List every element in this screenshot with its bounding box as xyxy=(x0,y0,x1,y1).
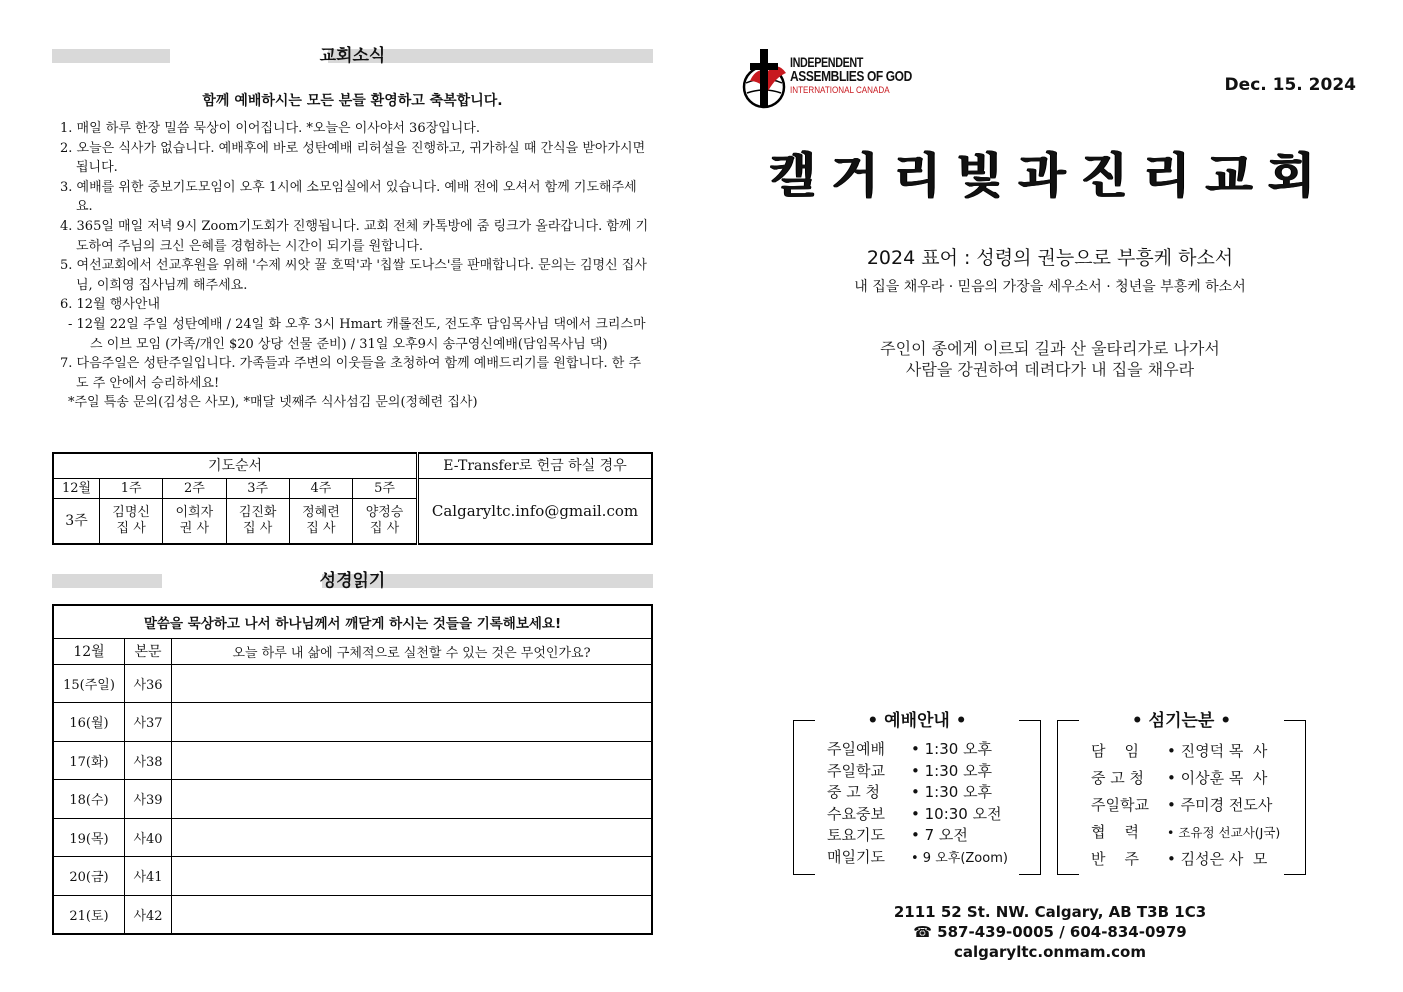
week-header: 3주 xyxy=(226,479,289,499)
news-item: 1. 매일 하루 한장 밀씀 묵상이 이어집니다. *오늘은 이사야서 36장입니다. xyxy=(60,121,480,136)
prayer-person xyxy=(100,499,163,544)
news-item: 2. 오늘은 식사가 없습니다. 예배후에 바로 성탄예배 리허설을 진행하고, 귀가하실 때 간식을 받아가시면 됩니다. xyxy=(60,140,646,176)
bulletin-date: Dec. 15. 2024 xyxy=(1224,75,1356,95)
service-time: • 7 오전 xyxy=(911,826,968,844)
servers-info-box xyxy=(1057,711,1306,875)
prayer-title: 기도순서 xyxy=(53,453,418,479)
worship-row xyxy=(827,781,992,802)
prayer-schedule-table xyxy=(52,452,653,545)
reading-row xyxy=(53,818,652,857)
reading-row xyxy=(53,664,652,703)
reading-row xyxy=(53,857,652,896)
news-item: 7. 다음주일은 성탄주일입니다. 가족들과 주변의 이웃들을 초청하여 함께 예배드리기를 원합니다. 한 주도 주 안에서 승리하세요! xyxy=(60,356,642,391)
welcome-message: 함께 예배하시는 모든 분들 환영하고 축복합니다. xyxy=(202,93,503,109)
prayer-month: 12월 xyxy=(53,479,100,499)
worship-title: • 예배안내 • xyxy=(863,711,970,731)
church-logo xyxy=(738,47,798,109)
bracket-left xyxy=(1057,720,1079,875)
server-role: 반 주 xyxy=(1091,850,1140,868)
service-name: 주일예배 xyxy=(827,740,885,758)
prayer-row-label: 3주 xyxy=(53,499,100,544)
reading-passage: 사36 xyxy=(125,664,172,703)
reading-notes-cell[interactable] xyxy=(172,780,653,819)
reading-notes-cell[interactable] xyxy=(172,895,653,934)
annual-motto: 2024 표어 : 성령의 권능으로 부흥케 하소서 xyxy=(866,247,1234,269)
reading-notes-cell[interactable] xyxy=(172,741,653,780)
reading-passage: 사42 xyxy=(125,895,172,934)
reading-section-header xyxy=(52,572,653,590)
server-row xyxy=(1091,848,1267,869)
service-name: 주일학교 xyxy=(827,761,885,780)
server-person: • 이상훈 목 사 xyxy=(1167,769,1268,787)
news-item: 4. 365일 매일 저녁 9시 Zoom기도회가 진행됩니다. 교회 전체 카톡방에 줌 링크가 올라갑니다. 함께 기도하여 주님의 크신 은혜를 경험하는 시간이 되기를 원합니다. xyxy=(60,218,649,254)
person-name: 정혜련 xyxy=(302,505,340,521)
reading-notes-cell[interactable] xyxy=(172,818,653,857)
bracket-left xyxy=(793,720,815,875)
server-person: • 김성은 사 모 xyxy=(1167,850,1268,868)
server-row xyxy=(1091,794,1272,815)
reading-title: 성경읽기 xyxy=(319,571,386,591)
server-role: 중 고 청 xyxy=(1091,769,1145,787)
verse-line: 사람을 강권하여 데려다가 내 집을 채우라 xyxy=(905,360,1195,379)
week-header: 2주 xyxy=(163,479,226,499)
person-name: 김명신 xyxy=(112,505,150,521)
prayer-person xyxy=(353,499,418,544)
person-name: 김진화 xyxy=(238,505,277,521)
news-item: 5. 여선교회에서 선교후원을 위해 '수제 씨앗 꿀 호떡'과 '칩쌀 도나스'를 판매합니다. 문의는 김명신 집사님, 이희영 집사님께 해주세요. xyxy=(60,258,647,293)
logo-line3: INTERNATIONAL CANADA xyxy=(790,85,890,96)
etransfer-email[interactable]: Calgaryltc.info@gmail.com xyxy=(418,479,653,544)
news-item: - 12월 22일 주일 성탄예배 / 24일 화 오후 3시 Hmart 캐롤전도, 전도후 담임목사님 댁에서 크리스마스 이브 모임 (가족/개인 $20 상당 선물 준비) / 31일 오후9시 송구영신예배(담임목사님 댁) xyxy=(68,316,646,352)
col-date: 12월 xyxy=(53,638,125,664)
person-name: 이희자 xyxy=(175,505,214,521)
reading-passage: 사39 xyxy=(125,780,172,819)
person-name: 양정승 xyxy=(365,505,404,521)
worship-row xyxy=(827,803,1002,824)
service-time: • 10:30 오전 xyxy=(911,804,1002,823)
reading-notes-cell[interactable] xyxy=(172,703,653,742)
service-time: • 1:30 오후 xyxy=(911,740,993,758)
news-item: *주일 특송 문의(김성은 사모), *매달 넷째주 식사섬김 문의(정혜련 집사) xyxy=(68,395,478,411)
server-person: • 진영덕 목 사 xyxy=(1167,742,1268,760)
server-role: 주일학교 xyxy=(1091,796,1149,814)
service-time: • 1:30 오후 xyxy=(911,761,993,780)
service-name: 토요기도 xyxy=(827,826,885,844)
reading-notes-cell[interactable] xyxy=(172,857,653,896)
church-phone: ☎ 587-439-0005 / 604-834-0979 xyxy=(913,923,1187,941)
person-role: 집 사 xyxy=(369,521,400,537)
person-role: 권 사 xyxy=(179,521,210,537)
logo-line2: ASSEMBLIES OF GOD xyxy=(790,68,912,85)
server-row xyxy=(1091,821,1280,842)
verse-line: 주인이 종에게 이르되 길과 산 울타리가로 나가서 xyxy=(880,339,1220,358)
service-name: 수요중보 xyxy=(827,804,885,823)
prayer-person xyxy=(289,499,352,544)
reading-date: 17(화) xyxy=(53,741,125,780)
reading-date: 18(수) xyxy=(53,780,125,819)
logo-text xyxy=(790,56,942,98)
server-role: 협 력 xyxy=(1091,823,1140,841)
logo-icon xyxy=(738,47,798,109)
prayer-person xyxy=(226,499,289,544)
reading-notes-cell[interactable] xyxy=(172,664,653,703)
bible-reading-table xyxy=(52,604,653,935)
week-header: 1주 xyxy=(100,479,163,499)
worship-row xyxy=(827,846,1008,867)
server-person: • 주미경 전도사 xyxy=(1167,796,1273,814)
server-person: • 조유정 선교사(J국) xyxy=(1167,825,1281,840)
server-role: 담 임 xyxy=(1091,742,1140,760)
person-role: 집 사 xyxy=(116,521,146,537)
reading-passage: 사37 xyxy=(125,703,172,742)
reading-date: 21(토) xyxy=(53,895,125,934)
reading-instruction: 말씀을 묵상하고 나서 하나님께서 깨닫게 하시는 것들을 기록해보세요! xyxy=(53,605,652,638)
church-website[interactable]: calgaryltc.onmam.com xyxy=(954,943,1146,961)
news-list xyxy=(60,119,650,413)
person-role: 집 사 xyxy=(306,521,336,537)
reading-date: 15(주일) xyxy=(53,664,125,703)
week-header: 4주 xyxy=(289,479,352,499)
col-apply: 오늘 하루 내 삶에 구체적으로 실천할 수 있는 것은 무엇인가요? xyxy=(172,638,653,664)
scripture-verse xyxy=(760,338,1340,380)
person-role: 집 사 xyxy=(243,521,273,537)
reading-row xyxy=(53,895,652,934)
church-name: 캘거리빛과진리교회 xyxy=(769,148,1331,204)
reading-passage: 사41 xyxy=(125,857,172,896)
motto-subtitle: 내 집을 채우라 · 믿음의 가장을 세우소서 · 청년을 부흥케 하소서 xyxy=(854,279,1246,295)
etransfer-title: E-Transfer로 헌금 하실 경우 xyxy=(418,453,653,479)
col-text: 본문 xyxy=(125,638,172,664)
reading-date: 19(목) xyxy=(53,818,125,857)
worship-row xyxy=(827,760,992,781)
reading-row xyxy=(53,741,652,780)
contact-block xyxy=(760,902,1340,962)
reading-row xyxy=(53,780,652,819)
worship-row xyxy=(827,824,968,845)
worship-info-box xyxy=(793,711,1041,875)
reading-date: 20(금) xyxy=(53,857,125,896)
service-name: 매일기도 xyxy=(827,847,885,866)
reading-date: 16(월) xyxy=(53,703,125,742)
servers-title: • 섬기는분 • xyxy=(1128,711,1235,731)
server-row xyxy=(1091,740,1267,761)
news-section-header xyxy=(52,47,653,65)
news-item: 6. 12월 행사안내 xyxy=(60,297,161,313)
logo-line1: INDEPENDENT xyxy=(790,55,864,70)
server-row xyxy=(1091,767,1267,788)
reading-passage: 사38 xyxy=(125,741,172,780)
worship-row xyxy=(827,738,992,759)
week-header: 5주 xyxy=(353,479,418,499)
prayer-person xyxy=(163,499,226,544)
reading-passage: 사40 xyxy=(125,818,172,857)
service-time: • 9 오후(Zoom) xyxy=(911,850,1008,866)
service-time: • 1:30 오후 xyxy=(911,783,993,801)
news-item: 3. 예배를 위한 중보기도모임이 오후 1시에 소모임실에서 있습니다. 예배 전에 오셔서 함께 기도해주세요. xyxy=(60,179,637,215)
service-name: 중 고 청 xyxy=(827,783,881,801)
bracket-right xyxy=(1284,720,1306,875)
bracket-right xyxy=(1019,720,1041,875)
reading-row xyxy=(53,703,652,742)
news-title: 교회소식 xyxy=(319,46,386,66)
church-address: 2111 52 St. NW. Calgary, AB T3B 1C3 xyxy=(893,903,1207,921)
